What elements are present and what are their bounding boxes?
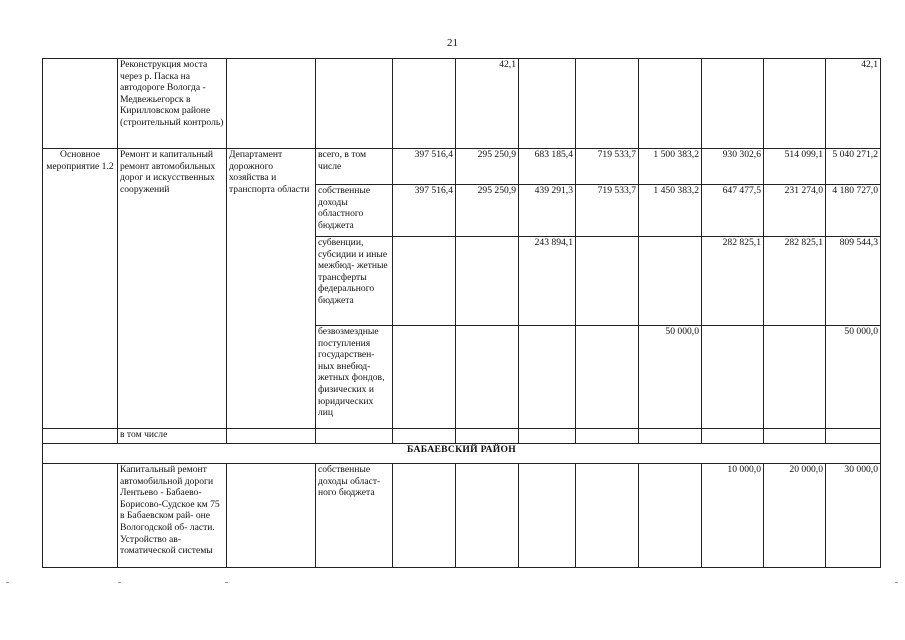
value-cell bbox=[576, 464, 639, 568]
empty-cell bbox=[316, 429, 393, 444]
measure-code: Основное мероприятие 1.2 bbox=[43, 149, 118, 429]
scan-artifact-line bbox=[0, 582, 905, 583]
total-cell: 4 180 727,0 bbox=[826, 185, 881, 237]
source-label: субвенции, субсидии и иные межбюд- жетные трансферты федерального бюджета bbox=[316, 237, 393, 326]
budget-table bbox=[42, 58, 881, 568]
value-cell bbox=[456, 237, 519, 326]
scan-dot bbox=[118, 582, 121, 583]
empty-cell bbox=[43, 429, 118, 444]
measure-executor: Департамент дорожного хозяйства и транспорта области bbox=[227, 149, 316, 429]
value-cell bbox=[456, 464, 519, 568]
value-cell: 42,1 bbox=[456, 59, 519, 149]
value-cell bbox=[639, 237, 702, 326]
measure-code-cell bbox=[43, 59, 118, 149]
value-cell: 1 450 383,2 bbox=[639, 185, 702, 237]
empty-cell bbox=[227, 464, 316, 568]
value-cell: 282 825,1 bbox=[764, 237, 826, 326]
value-cell: 50 000,0 bbox=[639, 326, 702, 429]
value-cell: 295 250,9 bbox=[456, 185, 519, 237]
value-cell: 282 825,1 bbox=[702, 237, 764, 326]
empty-cell bbox=[702, 429, 764, 444]
value-cell bbox=[639, 464, 702, 568]
value-cell: 243 894,1 bbox=[519, 237, 576, 326]
value-cell bbox=[639, 59, 702, 149]
value-cell bbox=[576, 326, 639, 429]
value-cell bbox=[519, 59, 576, 149]
table-row bbox=[43, 444, 881, 464]
total-cell: 5 040 271,2 bbox=[826, 149, 881, 185]
page-number: 21 bbox=[447, 37, 458, 49]
measure-name: Ремонт и капитальный ремонт автомобильных дорог и искусственных сооружений bbox=[118, 149, 227, 429]
value-cell: 20 000,0 bbox=[764, 464, 826, 568]
table-row bbox=[43, 149, 881, 185]
table-row bbox=[43, 429, 881, 444]
value-cell: 514 099,1 bbox=[764, 149, 826, 185]
value-cell: 719 533,7 bbox=[576, 185, 639, 237]
value-cell: 397 516,4 bbox=[393, 185, 456, 237]
value-cell bbox=[519, 326, 576, 429]
value-cell bbox=[456, 326, 519, 429]
value-cell: 295 250,9 bbox=[456, 149, 519, 185]
bridge-name: Реконструкция моста через р. Паска на автодороге Вологда - Медвежьегорск в Кирилловском районе (строительный контроль) bbox=[118, 59, 227, 149]
table-row bbox=[43, 59, 881, 149]
empty-cell bbox=[227, 429, 316, 444]
empty-cell bbox=[393, 429, 456, 444]
empty-cell bbox=[826, 429, 881, 444]
value-cell bbox=[702, 326, 764, 429]
value-cell bbox=[576, 59, 639, 149]
empty-cell bbox=[519, 429, 576, 444]
total-cell: 809 544,3 bbox=[826, 237, 881, 326]
value-cell bbox=[393, 237, 456, 326]
scan-dot bbox=[6, 582, 9, 583]
value-cell: 930 302,6 bbox=[702, 149, 764, 185]
source-label: собственные доходы областного бюджета bbox=[316, 185, 393, 237]
value-cell bbox=[764, 326, 826, 429]
empty-cell bbox=[576, 429, 639, 444]
source-cell bbox=[316, 59, 393, 149]
total-cell: 30 000,0 bbox=[826, 464, 881, 568]
district-heading: БАБАЕВСКИЙ РАЙОН bbox=[43, 444, 881, 464]
source-label: собственные доходы област- ного бюджета bbox=[316, 464, 393, 568]
scan-dot bbox=[225, 582, 228, 583]
table-row bbox=[43, 464, 881, 568]
value-cell: 231 274,0 bbox=[764, 185, 826, 237]
value-cell: 10 000,0 bbox=[702, 464, 764, 568]
value-cell bbox=[702, 59, 764, 149]
in-that-number-label: в том числе bbox=[118, 429, 227, 444]
value-cell: 397 516,4 bbox=[393, 149, 456, 185]
babaevo-road-name: Капитальный ремонт автомобильной дороги Лентьево - Бабаево- Борисово-Судское км 75 в Бабаевском рай- оне Вологодской об- ласти. Устройство ав- томатической системы bbox=[118, 464, 227, 568]
total-cell: 42,1 bbox=[826, 59, 881, 149]
empty-cell bbox=[43, 464, 118, 568]
empty-cell bbox=[456, 429, 519, 444]
value-cell bbox=[393, 326, 456, 429]
source-label: всего, в том числе bbox=[316, 149, 393, 185]
value-cell bbox=[393, 464, 456, 568]
empty-cell bbox=[639, 429, 702, 444]
value-cell: 647 477,5 bbox=[702, 185, 764, 237]
value-cell: 439 291,3 bbox=[519, 185, 576, 237]
total-cell: 50 000,0 bbox=[826, 326, 881, 429]
value-cell bbox=[576, 237, 639, 326]
executor-cell bbox=[227, 59, 316, 149]
value-cell bbox=[393, 59, 456, 149]
value-cell: 1 500 383,2 bbox=[639, 149, 702, 185]
value-cell: 719 533,7 bbox=[576, 149, 639, 185]
value-cell bbox=[764, 59, 826, 149]
value-cell bbox=[519, 464, 576, 568]
empty-cell bbox=[764, 429, 826, 444]
scan-dot bbox=[895, 582, 898, 583]
source-label: безвозмездные поступления государствен- ных внебюд- жетных фондов, физических и юридических лиц bbox=[316, 326, 393, 429]
value-cell: 683 185,4 bbox=[519, 149, 576, 185]
